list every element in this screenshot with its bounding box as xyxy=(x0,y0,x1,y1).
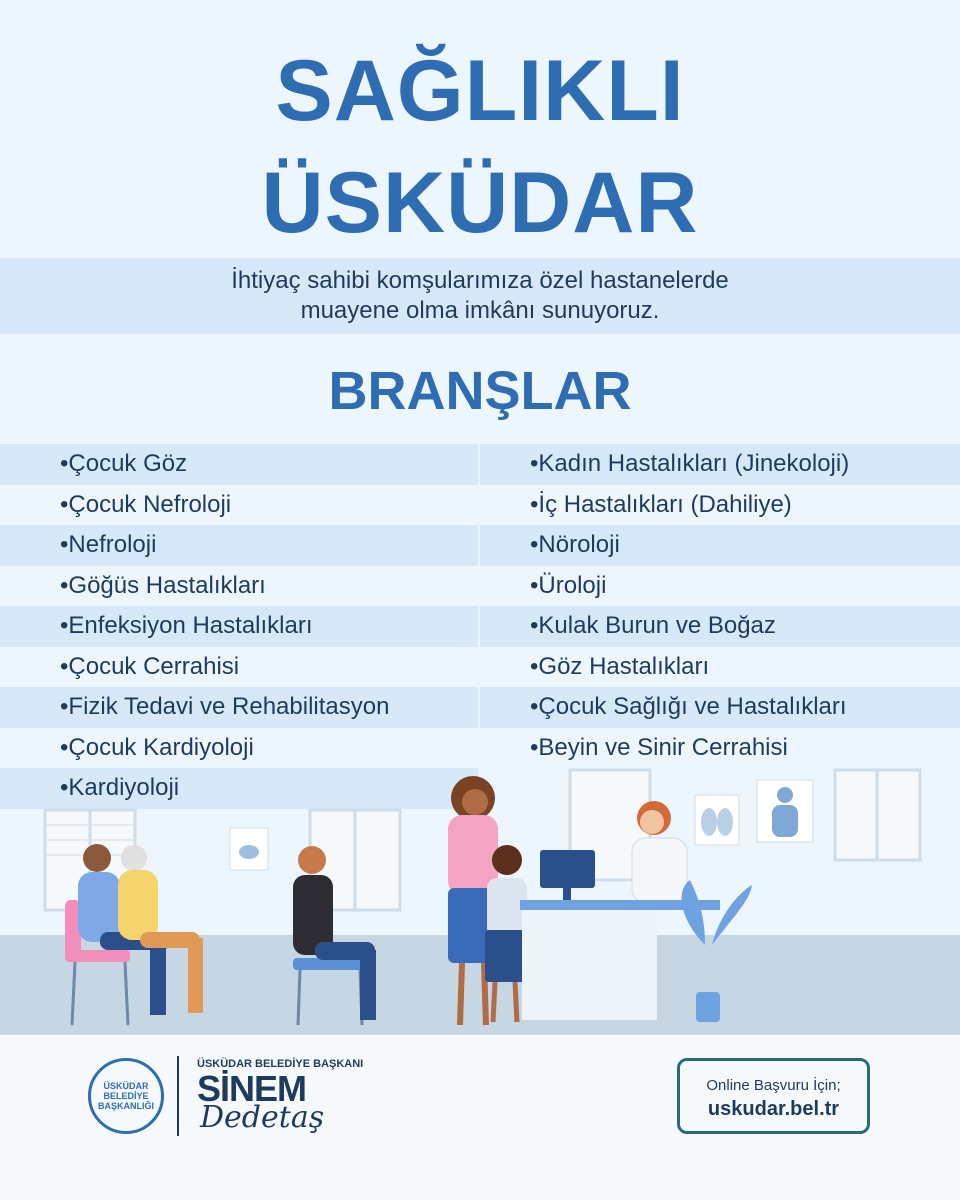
title-line-1: SAĞLIKLI xyxy=(275,43,685,139)
anatomy-chart-icon xyxy=(757,780,813,842)
branch-item: • Fizik Tedavi ve Rehabilitasyon xyxy=(0,687,478,728)
mayor-name: SİNEM xyxy=(197,1068,307,1109)
branch-item: • Çocuk Nefroloji xyxy=(0,485,478,526)
branch-item: • Çocuk Göz xyxy=(0,444,478,485)
branch-item: • Göğüs Hastalıkları xyxy=(0,566,478,607)
branch-item: • Kulak Burun ve Boğaz xyxy=(480,606,960,647)
hospital-waiting-room-illustration xyxy=(0,760,960,1060)
branch-item: • Çocuk Sağlığı ve Hastalıkları xyxy=(480,687,960,728)
lungs-chart-icon xyxy=(695,795,739,845)
branch-item: • Beyin ve Sinir Cerrahisi xyxy=(480,728,960,769)
online-application-box[interactable] xyxy=(677,1058,870,1134)
branch-item: • Üroloji xyxy=(480,566,960,607)
doctor xyxy=(632,801,687,903)
window-right xyxy=(570,770,920,880)
subtitle-line-1: İhtiyaç sahibi komşularımıza özel hastanelerde xyxy=(231,267,729,294)
branches-list-right xyxy=(480,444,960,768)
branches-list-left xyxy=(0,444,478,809)
branch-item: • İç Hastalıkları (Dahiliye) xyxy=(480,485,960,526)
title-line-2: ÜSKÜDAR xyxy=(261,155,699,251)
branch-item: • Nöroloji xyxy=(480,525,960,566)
footer-divider xyxy=(177,1056,179,1136)
mayor-title: ÜSKÜDAR BELEDİYE BAŞKANI xyxy=(197,1058,364,1070)
mayor-signature: Dedetaş xyxy=(200,1100,325,1135)
branch-item: • Nefroloji xyxy=(0,525,478,566)
municipality-seal-logo xyxy=(88,1058,164,1134)
seal-text: ÜSKÜDAR BELEDİYE BAŞKANLIĞI xyxy=(98,1081,154,1111)
subtitle-line-2: muayene olma imkânı sunuyoruz. xyxy=(300,297,660,324)
computer-monitor-icon xyxy=(540,850,595,900)
branch-item: • Enfeksiyon Hastalıkları xyxy=(0,606,478,647)
branch-item: • Kadın Hastalıkları (Jinekoloji) xyxy=(480,444,960,485)
online-url-link[interactable]: uskudar.bel.tr xyxy=(707,1098,840,1120)
branch-item: • Çocuk Kardiyoloji xyxy=(0,728,478,769)
online-label: Online Başvuru İçin; xyxy=(706,1077,841,1094)
branch-item: • Göz Hastalıkları xyxy=(480,647,960,688)
branch-item: • Kardiyoloji xyxy=(0,768,478,809)
subtitle xyxy=(0,266,960,326)
branch-item: • Çocuk Cerrahisi xyxy=(0,647,478,688)
stomach-chart-icon xyxy=(230,828,268,870)
branches-heading: BRANŞLAR xyxy=(328,361,632,421)
